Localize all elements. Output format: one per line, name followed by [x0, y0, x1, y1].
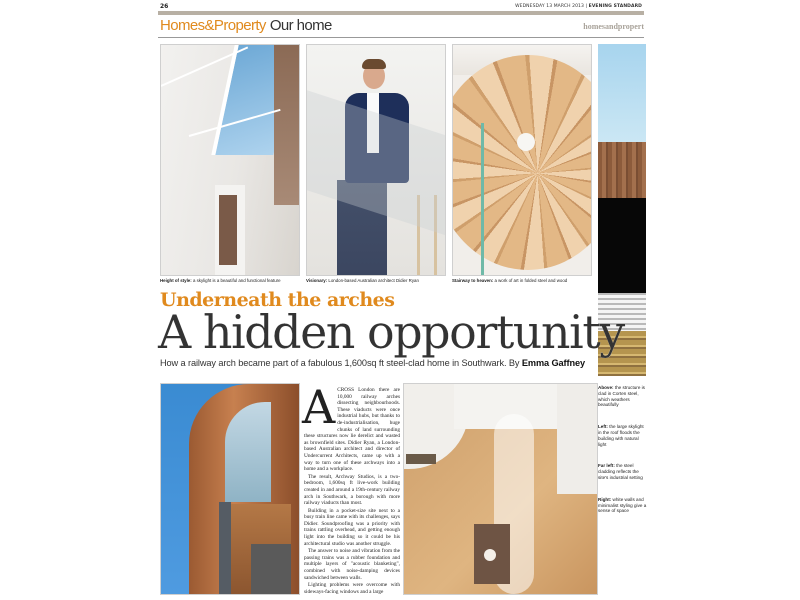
article-kicker: Underneath the arches: [160, 289, 395, 311]
caption-skylight: [160, 278, 281, 283]
caption-text: London-based Australian architect Didier Ryan: [327, 278, 419, 283]
side-caption-text: the large skylight in the roof floods the building with natural light: [598, 424, 644, 447]
site-url: homesandpropert: [583, 22, 644, 31]
brand-homes: Homes: [160, 17, 205, 34]
caption-text: a skylight is a beautiful and functional feature: [191, 278, 281, 283]
rusted-cladding: [598, 142, 646, 198]
page-number: 26: [160, 3, 169, 10]
article-body: [302, 380, 400, 596]
side-caption-label: Far left:: [598, 463, 615, 469]
paragraph-text: CROSS London there are 10,000 railway arches dissecting neighbourhoods. These viaducts were once industrial hubs, but thanks to de-industrialisation, huge chunks of land surrounding these structures now lie derelict and wasted as brownfield sites. Didier Ryan, a London-based Australian architect and director of Undercurrent Architects, came up with a way to turn one of these archways into a home and a workplace.: [304, 387, 400, 473]
article-standfirst: [160, 358, 585, 368]
side-caption-text: the structure is clad in Corten steel, which weathers beautifully: [598, 385, 645, 408]
sky: [598, 44, 646, 142]
caption-label: Stairway to heaven:: [452, 278, 494, 283]
top-rule: [158, 11, 644, 15]
date-text: WEDNESDAY 13 MARCH 2013: [515, 4, 584, 9]
brand-ampersand: &: [204, 17, 214, 34]
publication-name: EVENING STANDARD: [588, 4, 642, 9]
dateline: WEDNESDAY 13 MARCH 2013 | EVENING STANDARD: [515, 4, 642, 9]
newspaper-page: [158, 0, 648, 600]
side-caption-label: Left:: [598, 424, 608, 430]
doorway: [219, 195, 237, 265]
standfirst-text: How a railway arch became part of a fabulous 1,600sq ft steel-clad home in Southwark. By: [160, 358, 522, 368]
paragraph: [302, 380, 400, 473]
side-caption-text: white walls and minimalist styling give a sense of space: [598, 496, 647, 514]
side-caption-label: Right:: [598, 496, 612, 502]
brand-property: Property: [213, 17, 266, 34]
photo-spiral-stair: [452, 44, 592, 276]
caption-label: Height of style:: [160, 278, 192, 283]
steel-strip: [219, 502, 231, 595]
floor-vents: [406, 454, 436, 464]
caption-text: a work of art in folded steel and wood: [493, 278, 568, 283]
dark-arch: [598, 198, 646, 293]
spiral-steps: [452, 55, 592, 270]
drop-cap: A: [302, 380, 336, 434]
dark-panel: [251, 544, 291, 595]
right-wall: [557, 384, 597, 494]
paragraph: Building in a pocket-size site next to a busy train line came with its challenges, says Didier. Soundproofing was a priority with trains rattling overhead, and getting enough light into the building so it could be his architectural studio was another struggle.: [304, 507, 400, 547]
side-caption: [598, 424, 648, 447]
figure-hair: [362, 59, 386, 69]
paragraph: The result, Archway Studios, is a two-bedroom, 1,600sq ft live-work building created in and around a 19th-century railway arch in Southwark, a borough with more railway viaducts than most.: [304, 473, 400, 507]
caption-label: Visionary:: [306, 278, 328, 283]
side-captions: [598, 385, 648, 530]
side-caption: [598, 463, 648, 480]
side-caption: [598, 385, 648, 408]
stair-core: [517, 133, 535, 151]
side-caption-text: the steel cladding reflects the site's industrial setting: [598, 463, 643, 480]
paragraph: Lighting problems were overcome with sideways-facing windows and a large: [304, 582, 400, 595]
photo-corten-facade: [160, 383, 300, 595]
section-title: Our home: [269, 17, 332, 34]
side-caption-label: Above:: [598, 385, 614, 390]
glass-rail: [481, 123, 484, 276]
caption-architect: [306, 278, 419, 283]
paragraph: The answer to noise and vibration from the passing trains was a rubber foundation and multiple layers of "acoustic blanketing", combined with noise-damping devices sandwiched between walls.: [304, 548, 400, 581]
photo-interior-stair: [403, 383, 598, 595]
photo-skylight: [160, 44, 300, 276]
header-rule: [158, 37, 644, 38]
byline: Emma Gaffney: [521, 358, 585, 368]
plate: [484, 549, 496, 561]
article-headline: A hidden opportunity: [158, 305, 624, 359]
side-caption: [598, 497, 648, 514]
photo-architect: [306, 44, 446, 276]
section-masthead: [160, 17, 332, 34]
wall-shadow: [274, 45, 299, 205]
caption-stairway: [452, 278, 567, 283]
